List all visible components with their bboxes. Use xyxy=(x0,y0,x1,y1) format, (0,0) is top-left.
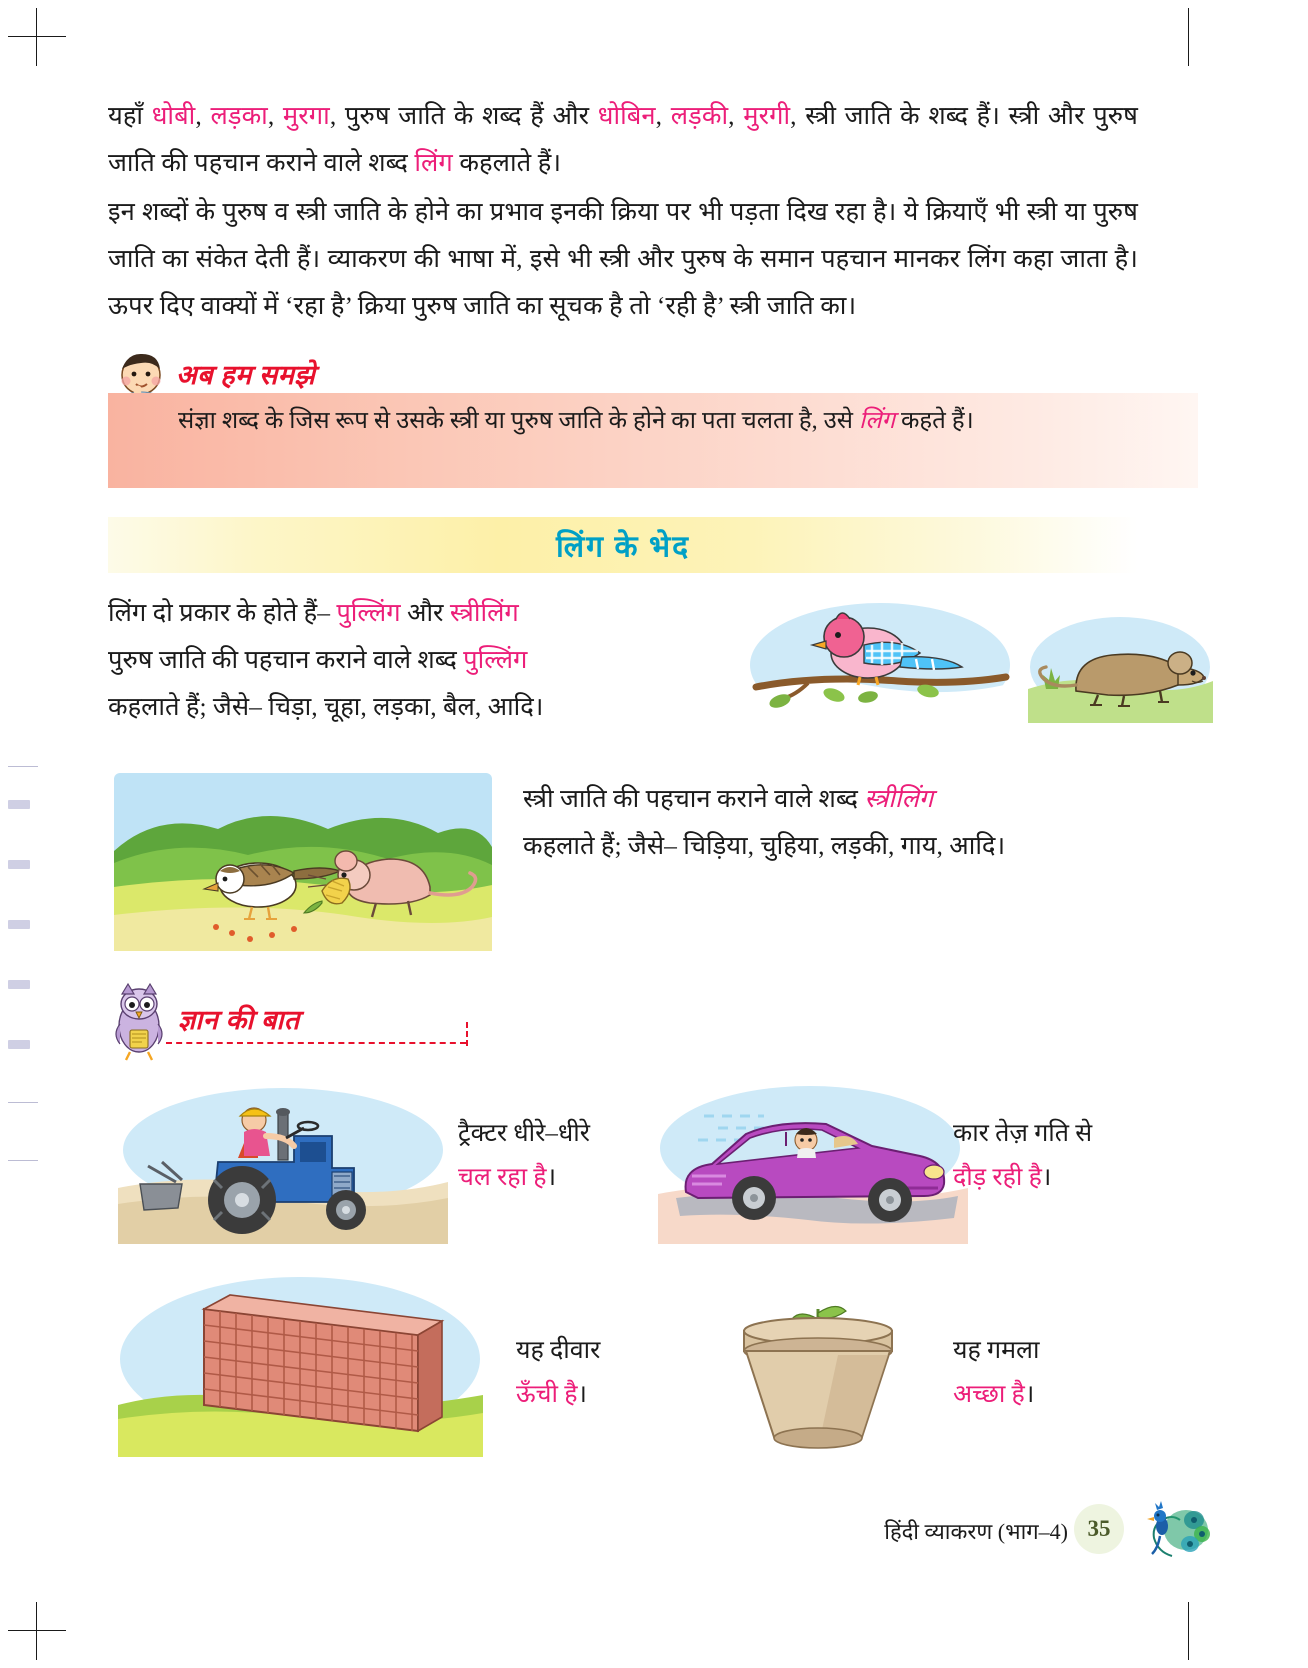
ab-hum-text-part2: कहते हैं। xyxy=(895,408,974,434)
bird-and-mouse-image xyxy=(108,767,498,957)
examples-row-1 xyxy=(108,1076,1138,1251)
pulling-text xyxy=(108,589,748,730)
tractor-caption-post: । xyxy=(546,1164,557,1191)
brick-wall-image xyxy=(118,1267,483,1457)
tractor-caption-pre: ट्रैक्टर धीरे–धीरे xyxy=(458,1120,590,1147)
section-heading-band xyxy=(108,517,1138,573)
paragraph-1 xyxy=(108,92,1138,186)
binding-line-3 xyxy=(8,1160,38,1161)
striling-line1-pre: स्त्री जाति की पहचान कराने वाले शब्द xyxy=(523,784,865,813)
binding-tick-1 xyxy=(8,800,30,809)
paragraph-1-run-5: मुरगा xyxy=(282,101,330,130)
paragraph-1-run-3: लड़का xyxy=(210,101,268,130)
paragraph-1-run-2: , xyxy=(195,101,211,130)
pulling-line1-h2: स्त्रीलिंग xyxy=(449,598,519,627)
car-caption-pre: कार तेज़ गति से xyxy=(953,1120,1093,1147)
ab-hum-samjhe-section xyxy=(108,355,1138,495)
paragraph-1-run-0: यहाँ xyxy=(108,101,152,130)
purple-car-image xyxy=(658,1076,968,1244)
ab-hum-text-part1: संज्ञा शब्द के जिस रूप से उसके स्त्री या पुरुष जाति के होने का पता चलता है, उसे xyxy=(178,408,859,434)
paragraph-1-run-14: कहलाते हैं। xyxy=(452,148,562,177)
binding-tick-2 xyxy=(8,860,30,869)
paragraph-1-run-4: , xyxy=(267,101,283,130)
pulling-line2-h: पुल्लिंग xyxy=(463,645,528,674)
tractor-image xyxy=(118,1076,448,1244)
examples-row-2 xyxy=(108,1267,1138,1467)
ab-hum-text-highlight: लिंग xyxy=(859,408,895,434)
paragraph-1-run-12: , स्त्री जाति के शब्द हैं। स्त्री और पुरुष जाति की पहचान कराने वाले शब्द xyxy=(108,101,1138,177)
gyan-ki-baat-underline xyxy=(166,1042,466,1044)
paragraph-1-run-1: धोबी xyxy=(151,101,196,130)
binding-line-2 xyxy=(8,1102,38,1103)
peacock-logo-icon xyxy=(1132,1496,1210,1562)
binding-tick-5 xyxy=(8,1040,30,1049)
crop-mark-top-left xyxy=(36,8,37,66)
wall-caption-post: । xyxy=(577,1381,587,1408)
owl-teacher-icon xyxy=(108,982,170,1062)
pulling-line1-pre: लिंग दो प्रकार के होते हैं– xyxy=(108,598,337,627)
crop-mark-bottom-right xyxy=(1188,1602,1189,1660)
wall-caption-highlight: ऊँची है xyxy=(516,1381,578,1408)
section-heading-title: लिंग के भेद xyxy=(555,530,691,564)
page-number-badge: 35 xyxy=(1074,1504,1124,1554)
pot-caption-highlight: अच्छा है xyxy=(953,1381,1025,1408)
pulling-line2-pre: पुरुष जाति की पहचान कराने वाले शब्द xyxy=(108,645,464,674)
paragraph-1-run-7: धोबिन xyxy=(597,101,656,130)
pot-caption-post: । xyxy=(1024,1381,1035,1408)
ab-hum-samjhe-text xyxy=(178,399,1098,444)
footer-book-title: हिंदी व्याकरण (भाग–4) xyxy=(884,1519,1068,1544)
binding-line-1 xyxy=(8,766,38,767)
paragraph-1-run-11: मुरगी xyxy=(743,101,791,130)
tractor-caption xyxy=(458,1112,643,1200)
bird-on-branch-image xyxy=(748,595,1013,730)
striling-line1-h: स्त्रीलिंग xyxy=(864,784,934,813)
paragraph-1-run-6: , पुरुष जाति के शब्द हैं और xyxy=(329,101,598,130)
paragraph-1-run-10: , xyxy=(728,101,744,130)
crop-mark-h-tl xyxy=(8,36,66,37)
crop-mark-top-right xyxy=(1188,8,1189,66)
pot-caption-pre: यह गमला xyxy=(953,1337,1040,1364)
car-caption xyxy=(953,1112,1153,1200)
page-footer xyxy=(108,1500,1228,1560)
ab-hum-samjhe-title: अब हम समझे xyxy=(176,360,316,390)
striling-line2: कहलाते हैं; जैसे– चिड़िया, चुहिया, लड़की, गाय, आदि। xyxy=(523,831,1006,860)
pulling-section xyxy=(108,589,1138,759)
tractor-caption-highlight: चल रहा है xyxy=(458,1164,547,1191)
striling-section xyxy=(108,767,1138,962)
wall-caption-pre: यह दीवार xyxy=(516,1337,601,1364)
pulling-line1-mid: और xyxy=(400,598,450,627)
crop-mark-bottom-left xyxy=(36,1602,37,1660)
flower-pot-image xyxy=(688,1275,948,1455)
binding-tick-4 xyxy=(8,980,30,989)
examples-grid xyxy=(108,1076,1138,1467)
car-caption-highlight: दौड़ रही है xyxy=(953,1164,1042,1191)
pot-caption xyxy=(953,1329,1133,1417)
pulling-line1-h1: पुल्लिंग xyxy=(336,598,401,627)
striling-text xyxy=(523,775,1143,869)
car-caption-post: । xyxy=(1041,1164,1052,1191)
binding-tick-3 xyxy=(8,920,30,929)
page-content xyxy=(108,92,1138,1467)
pulling-line3: कहलाते हैं; जैसे– चिड़ा, चूहा, लड़का, बैल, आदि। xyxy=(108,692,544,721)
paragraph-1-run-13: लिंग xyxy=(414,148,453,177)
paragraph-1-run-9: लड़की xyxy=(670,101,729,130)
paragraph-2: इन शब्दों के पुरुष व स्त्री जाति के होने का प्रभाव इनकी क्रिया पर भी पड़ता दिख रहा है। ये क्रियाएँ भी स्त्री या पुरुष जाति का संकेत देती हैं। व्याकरण की भाषा में, इसे भी स्त्री और पुरुष के समान पहचान मानकर लिंग कहा जाता है। ऊपर दिए वाक्यों में ‘रहा है’ क्रिया पुरुष जाति का सूचक है तो ‘रही है’ स्त्री जाति का। xyxy=(108,197,1138,320)
crop-mark-h-bl xyxy=(8,1630,66,1631)
gyan-ki-baat-section xyxy=(108,990,1138,1062)
gyan-ki-baat-title: ज्ञान की बात xyxy=(178,1005,300,1035)
mouse-image xyxy=(1028,611,1213,723)
wall-caption xyxy=(516,1329,681,1417)
paragraph-1-run-8: , xyxy=(655,101,671,130)
